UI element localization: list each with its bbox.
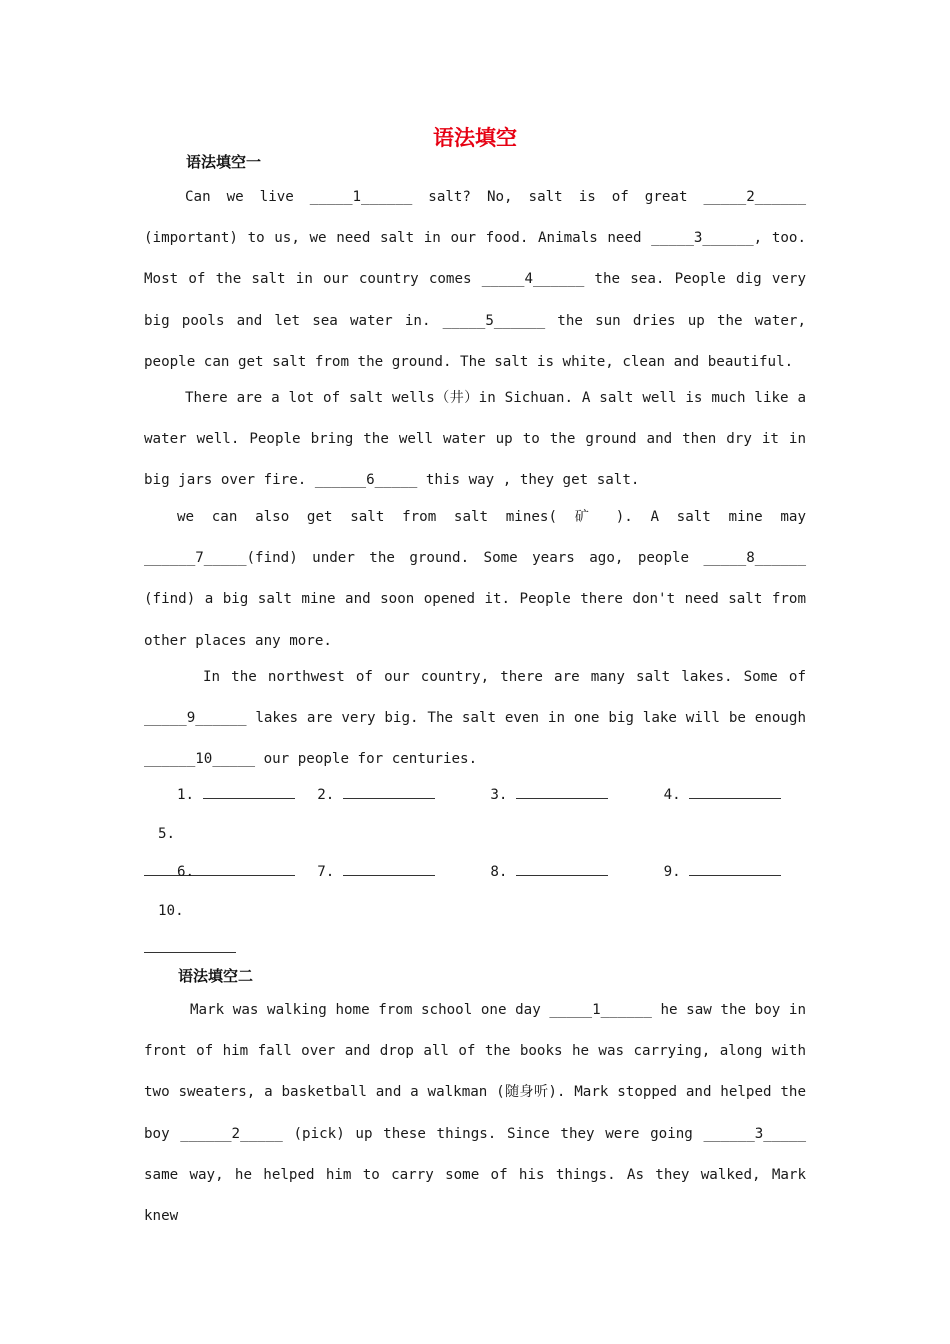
- answer-number: 10.: [158, 902, 184, 919]
- answer-item: [177, 853, 295, 892]
- answer-item: [177, 776, 295, 815]
- answer-item: [664, 853, 782, 892]
- answer-blank[interactable]: [144, 938, 236, 953]
- answer-item: [490, 853, 608, 892]
- section-1-heading: 语法填空一: [186, 153, 262, 171]
- answer-number: 9.: [663, 864, 681, 880]
- answer-blank[interactable]: [203, 861, 295, 876]
- answer-item: [664, 776, 782, 815]
- section-2-heading: 语法填空二: [178, 967, 254, 985]
- section-1-paragraph-4: In the northwest of our country, there are many salt lakes. Some of _____9______ lakes are very big. The salt even in one big lake will be enough ______10_____ our people for centuries.: [144, 669, 806, 768]
- section-1-paragraph-3: we can also get salt from salt mines( 矿 ). A salt mine may ______7_____(find) under the ground. Some years ago, people _____8______ (find) a big salt mine and soon opened it. People there don't need salt from other places any more.: [144, 509, 806, 649]
- answer-blank[interactable]: [343, 784, 435, 799]
- answer-number: 2.: [317, 787, 335, 803]
- answer-item: [490, 776, 608, 815]
- answer-number: 6.: [177, 864, 195, 880]
- answer-number: 5.: [158, 825, 176, 842]
- answer-number: 8.: [490, 864, 508, 880]
- section-1-paragraph-1: Can we live _____1______ salt? No, salt is of great _____2______ (important) to us, we need salt in our food. Animals need _____3______, too. Most of the salt in our country comes _____4______ the sea. People dig very big pools and let sea water in. _____5______ the sun dries up the water, people can get salt from the ground. The salt is white, clean and beautiful.: [144, 189, 806, 370]
- answer-number: 7.: [317, 864, 335, 880]
- answer-item: [317, 776, 435, 815]
- answer-blanks-row-2: [144, 853, 806, 969]
- answer-blank[interactable]: [689, 861, 781, 876]
- answer-number: 3.: [490, 787, 508, 803]
- page-title: 语法填空: [433, 126, 517, 150]
- answer-blank[interactable]: [343, 861, 435, 876]
- answer-blank[interactable]: [516, 861, 608, 876]
- answer-number: 1.: [177, 787, 195, 803]
- answer-number: 4.: [663, 787, 681, 803]
- section-2-paragraph-1: Mark was walking home from school one day _____1______ he saw the boy in front of him fall over and drop all of the books he was carrying, along with two sweaters, a basketball and a walkman (随身听). Mark stopped and helped the boy ______2_____ (pick) up these things. Since they were going ______3_____ same way, he helped him to carry some of his things. As they walked, Mark knew: [144, 1002, 806, 1225]
- answer-item: [158, 892, 184, 931]
- answer-blank[interactable]: [203, 784, 295, 799]
- answer-item: [317, 853, 435, 892]
- answer-item: [158, 815, 175, 854]
- answer-blank[interactable]: [516, 784, 608, 799]
- answer-blank[interactable]: [689, 784, 781, 799]
- section-1-paragraph-2: There are a lot of salt wells（井）in Sichuan. A salt well is much like a water well. People bring the well water up to the ground and then dry it in big jars over fire. ______6_____ this way , they get salt.: [144, 390, 806, 489]
